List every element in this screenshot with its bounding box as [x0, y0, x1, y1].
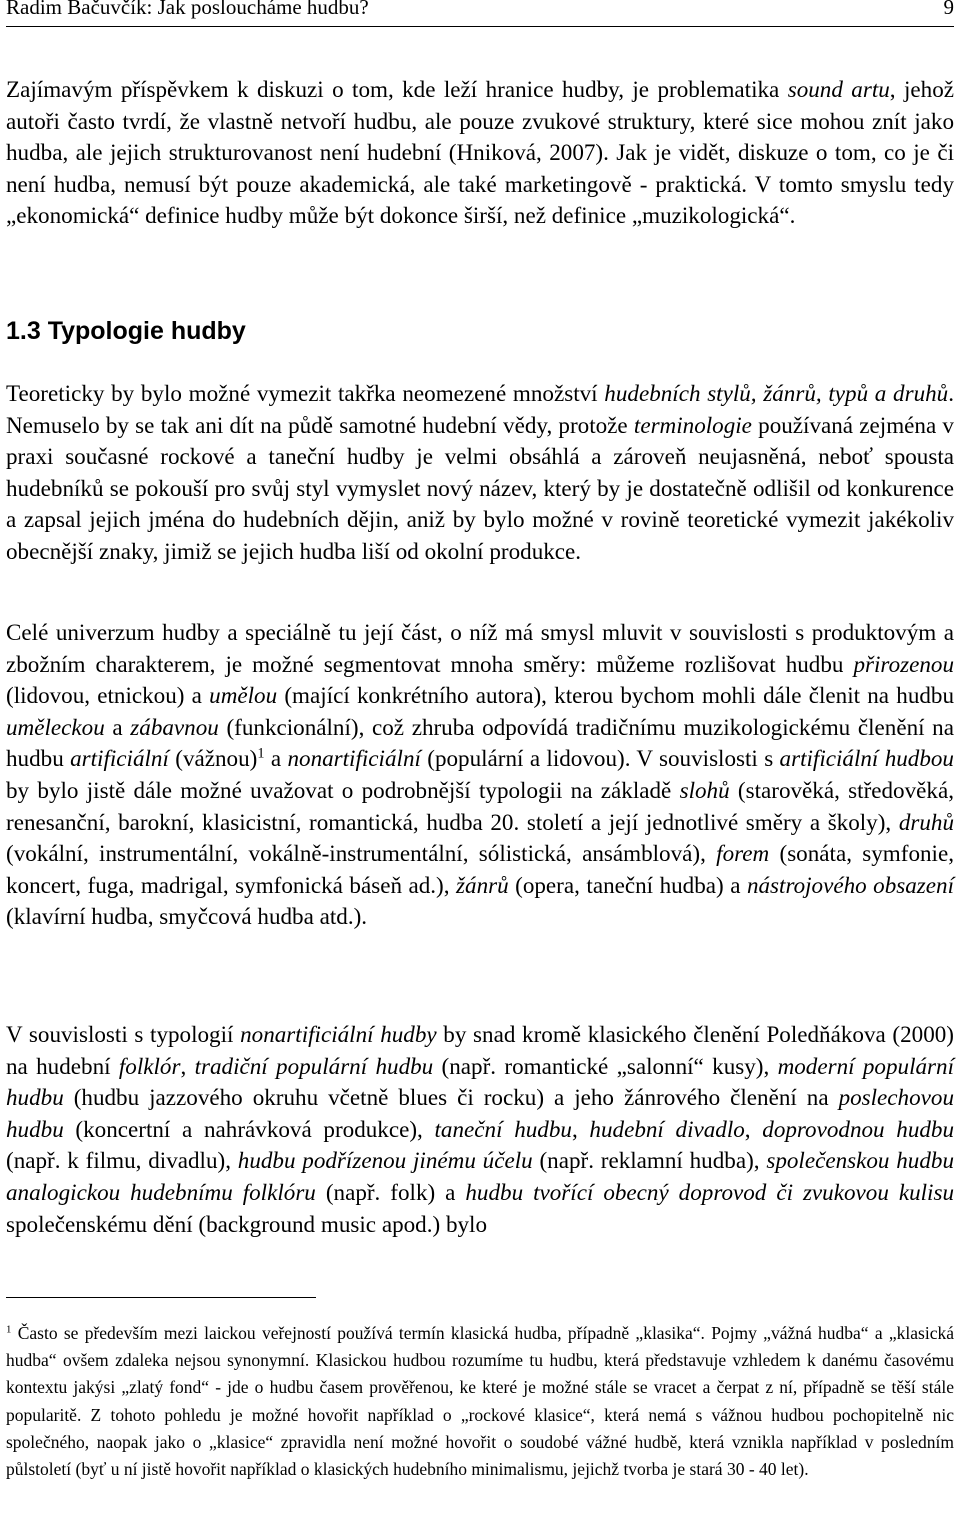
paragraph-nonartificial: V souvislosti s typologií nonartificiální hudby by snad kromě klasického členění Poledňákova (2000) na hudební folklór, tradiční populární hudbu (např. romantické „salonní“ kusy), moderní populární hudbu (hudbu jazzového okruhu včetně blues či rocku) a jeho žánrového členění na poslechovou hudbu (koncertní a nahrávková produkce), taneční hudbu, hudební divadlo, doprovodnou hudbu (např. k filmu, divadlu), hudbu podřízenou jinému účelu (např. reklamní hudba), společenskou hudbu analogickou hudebnímu folklóru (např. folk) a hudbu tvořící obecný doprovod či zvukovou kulisu společenskému dění (background music apod.) bylo	[6, 1021, 955, 1237]
page-number: 9	[943, 0, 954, 19]
footnote-divider	[6, 1297, 316, 1298]
paragraph-sound-art: Zajímavým příspěvkem k diskuzi o tom, kde leží hranice hudby, je problematika sound artu, jehož autoři často tvrdí, že vlastně netvoří hudbu, ale pouze zvukové struktury, které sice mohou znít jako hudba, ale jejich strukturovanost není hudební (Hniková, 2007). Jak je vidět, diskuze o tom, co je či není hudba, nemusí být pouze akademická, ale také marketingově - praktická. V tomto smyslu tedy „ekonomická“ definice hudby může být dokonce širší, než definice „muzikologická“.	[6, 76, 954, 229]
paragraph-music-universe: Celé univerzum hudby a speciálně tu její část, o níž má smysl mluvit v souvislosti s produktovým a zbožním charakterem, je možné segmentovat mnoha směry: můžeme rozlišovat hudbu přirozenou (lidovou, etnickou) a umělou (mající konkrétního autora), kterou bychom mohli dále členit na hudbu uměleckou a zábavnou (funkcionální), což zhruba odpovídá tradičnímu muzikologickému členění na hudbu artificiální (vážnou)$^1$ a nonartificiální (populární a lidovou). V souvislosti s artificiální hudbou by bylo jistě dále možné uvažovat o podrobnější typologii na základě slohů (starověká, středověká, renesanční, barokní, klasicistní, romantická, hudba 20. století a její jednotlivé směry a školy), druhů (vokální, instrumentální, vokálně-instrumentální, sólistická, ansámblová), forem (sonáta, symfonie, koncert, fuga, madrigal, symfonická báseň ad.), žánrů (opera, taneční hudba) a nástrojového obsazení (klavírní hudba, smyčcová hudba atd.).	[6, 619, 955, 930]
footnote-number: 1	[6, 1323, 12, 1336]
footnote-text: Často se především mezi laickou veřejností používá termín klasická hudba, případně „klasika“. Pojmy „vážná hudba“ a „klasická hudba“ ovšem zdaleka nejsou synonymní. Klasickou hudbou rozumíme tu hudbu, která představuje vzhledem k danému časovému kontextu jakýsi „zlatý fond“ - jde o hudbu časem prověřenou, ke které je možné stále se vracet a čerpat z ní, případně se těší stále popularitě. Z tohoto pohledu je možné hovořit například o „rockové klasice“, která nemá s vážnou hudbou pochopitelně nic společného, naopak jako o „klasice“ zpravidla není možné hovořit o soudobé vážné hudbě, která vznikla například v posledním půlstoletí (byť u ní jistě hovořit například o klasických hudebního minimalismu, jejichž tvorba je stará 30 - 40 let).	[6, 1323, 954, 1480]
running-header	[6, 0, 954, 27]
section-heading: 1.3 Typologie hudby	[6, 317, 246, 345]
footnote-ref[interactable]: 1	[257, 745, 265, 762]
footnote	[6, 1320, 954, 1483]
paragraph-typology-intro: Teoreticky by bylo možné vymezit takřka neomezené množství hudebních stylů, žánrů, typů a druhů. Nemuselo by se tak ani dít na půdě samotné hudební vědy, protože terminologie používaná zejména v praxi současné rockové a taneční hudby je velmi obsáhlá a zároveň neujasněná, neboť spousta hudebníků se pokouší pro svůj styl vymyslet nový název, který by je dostatečně odlišil od konkurence a zapsal jejich jména do hudebních dějin, aniž by bylo možné v rovině teoretické vymezit jakékoliv obecnější znaky, jimiž se jejich hudba liší od okolní produkce.	[6, 380, 955, 564]
header-title: Radim Bačuvčík: Jak posloucháme hudbu?	[6, 0, 369, 19]
